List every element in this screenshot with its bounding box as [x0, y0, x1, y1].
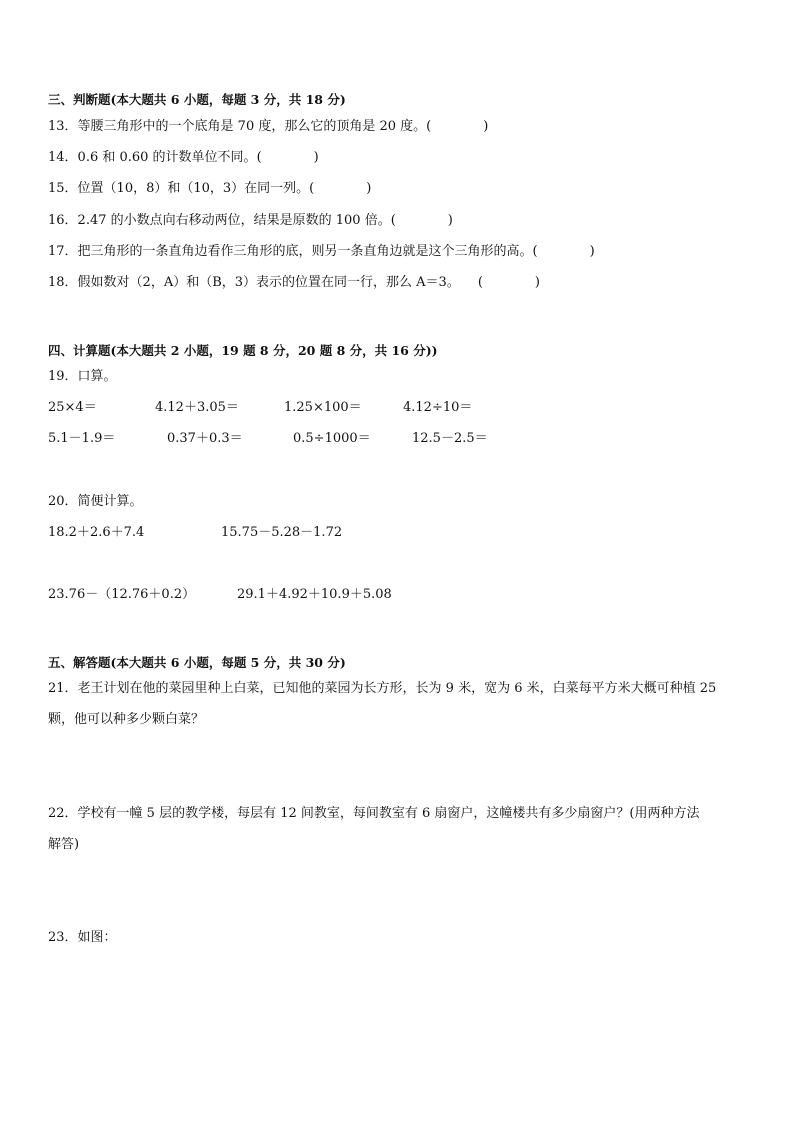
question-17-text: 17．把三角形的一条直角边看作三角形的底，则另一条直角边就是这个三角形的高。 [48, 244, 533, 259]
question-18 [48, 274, 540, 292]
question-13-answer-blank[interactable]: ( ) [426, 119, 489, 134]
oral-calc-item: 12.5－2.5＝ [412, 431, 488, 446]
simplify-calc-item: 18.2＋2.6＋7.4 [48, 525, 145, 540]
question-14 [48, 149, 319, 167]
question-21-line2: 颗，他可以种多少颗白菜？ [48, 712, 205, 727]
question-16-answer-blank[interactable]: ( ) [390, 213, 453, 228]
question-18-answer-blank[interactable]: ( ) [477, 275, 540, 290]
oral-calc-item: 0.5÷1000＝ [293, 431, 371, 446]
oral-calc-item: 4.12÷10＝ [403, 400, 473, 415]
section4-heading: 四、计算题(本大题共 2 小题，19 题 8 分，20 题 8 分，共 16 分)) [48, 343, 438, 358]
simplify-calc-item: 15.75－5.28－1.72 [221, 525, 343, 540]
oral-calc-item: 4.12＋3.05＝ [155, 400, 239, 415]
question-19-title: 19．口算。 [48, 369, 117, 384]
question-15-text: 15．位置（10，8）和（10，3）在同一列。 [48, 181, 310, 196]
question-18-text: 18．假如数对（2，A）和（B，3）表示的位置在同一行，那么 A＝3。 [48, 275, 460, 290]
question-15-answer-blank[interactable]: ( ) [309, 181, 372, 196]
question-13 [48, 118, 488, 136]
section5-heading: 五、解答题(本大题共 6 小题，每题 5 分，共 30 分) [48, 655, 346, 670]
question-15 [48, 180, 371, 198]
question-23-title: 23．如图： [48, 930, 117, 945]
simplify-calc-item: 29.1＋4.92＋10.9＋5.08 [237, 587, 392, 602]
question-14-text: 14．0.6 和 0.60 的计数单位不同。 [48, 150, 257, 165]
oral-calc-item: 1.25×100＝ [284, 400, 362, 415]
question-17 [48, 243, 595, 261]
question-16 [48, 212, 453, 230]
simplify-calc-item: 23.76－（12.76＋0.2） [48, 587, 196, 602]
question-22-line1: 22．学校有一幢 5 层的教学楼，每层有 12 间教室，每间教室有 6 扇窗户，这幢楼共有多少扇窗户？(用两种方法 [48, 806, 700, 821]
question-20-title: 20．简便计算。 [48, 494, 143, 509]
oral-calc-item: 25×4＝ [48, 400, 97, 415]
question-17-answer-blank[interactable]: ( ) [532, 244, 595, 259]
question-16-text: 16．2.47 的小数点向右移动两位，结果是原数的 100 倍。 [48, 213, 391, 228]
question-13-text: 13．等腰三角形中的一个底角是 70 度，那么它的顶角是 20 度。 [48, 119, 427, 134]
question-21-line1: 21．老王计划在他的菜园里种上白菜，已知他的菜园为长方形，长为 9 米，宽为 6 米，白菜每平方米大概可种植 25 [48, 681, 717, 696]
oral-calc-item: 5.1－1.9＝ [48, 431, 116, 446]
section3-heading: 三、判断题(本大题共 6 小题，每题 3 分，共 18 分) [48, 92, 346, 107]
question-22-line2: 解答) [48, 837, 80, 852]
oral-calc-item: 0.37＋0.3＝ [167, 431, 243, 446]
question-14-answer-blank[interactable]: ( ) [256, 150, 319, 165]
